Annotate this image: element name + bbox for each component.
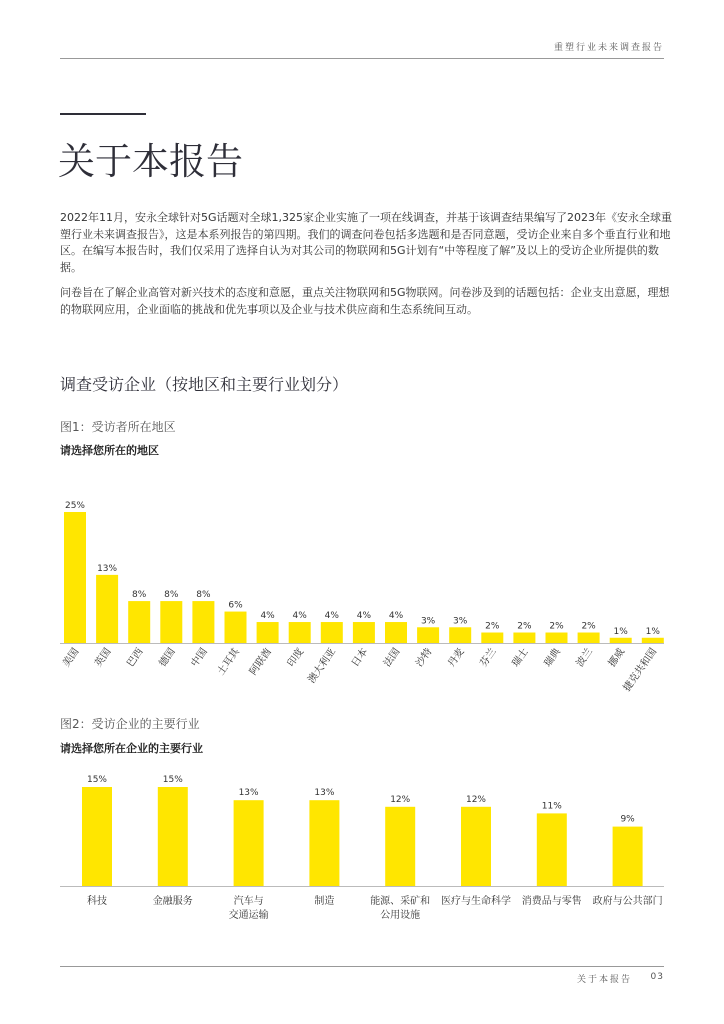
category-label: 制造 (314, 896, 335, 907)
data-label: 15% (86, 775, 108, 785)
footer-divider (60, 966, 664, 967)
data-label: 13% (238, 788, 259, 799)
category-label: 土耳其 (215, 646, 242, 678)
data-label: 15% (162, 775, 183, 785)
data-label: 1% (613, 626, 628, 637)
category-label: 沙特 (414, 646, 435, 670)
data-label: 12% (390, 794, 411, 805)
data-label: 25% (64, 501, 86, 511)
category-label: 能源、采矿和公用设施 (370, 896, 431, 921)
data-label: 6% (228, 600, 243, 611)
data-label: 3% (420, 616, 436, 627)
intro-paragraph-2: 问卷旨在了解企业高管对新兴技术的态度和意愿，重点关注物联网和5G物联网。问卷涉及到的话题包括：企业支出意愿，理想的物联网应用，企业面临的挑战和优先事项以及企业与技术供应商和生态系统间互动。 (60, 286, 670, 316)
bar (613, 827, 643, 886)
category-label: 德国 (157, 646, 178, 670)
category-label: 捷克共和国 (621, 646, 660, 694)
data-label: 4% (388, 611, 404, 622)
header-title: 重塑行业未来调查报告 (553, 43, 664, 53)
category-label: 波兰 (574, 646, 596, 670)
data-label: 4% (324, 611, 339, 622)
data-label: 11% (541, 801, 562, 812)
category-label: 医疗与生命科学 (441, 896, 511, 907)
category-label: 科技 (87, 896, 107, 907)
data-label: 13% (97, 563, 118, 574)
data-label: 8% (132, 590, 147, 601)
category-label: 金融服务 (152, 896, 193, 907)
bar (461, 807, 491, 886)
category-label: 英国 (93, 646, 114, 670)
intro-paragraph-1: 2022年11月，安永全球针对5G话题对全球1,325家企业实施了一项在线调查，并基于该调查结果编写了2023年《安永全球重塑行业未来调查报告》，这是本系列报告的第四期。我们的调查问卷包括多选题和是否同意题，受访企业来自多个垂直行业和地区。在编写本报告时，我们仅采用了选择自认为对其公司的物联网和5G计划有“中等程度了解”及以上的受访企业所提供的数据。 (60, 211, 672, 274)
data-label: 2% (517, 621, 532, 632)
data-label: 4% (356, 611, 372, 622)
category-label: 挪威 (606, 646, 628, 670)
bar (82, 787, 112, 886)
data-label: 9% (620, 814, 635, 825)
bar (385, 807, 415, 886)
category-label: 瑞典 (542, 646, 563, 670)
data-label: 8% (164, 590, 179, 601)
figure1-question: 请选择您所在的地区 (60, 444, 159, 457)
category-label: 阿联酋 (247, 646, 275, 678)
category-label: 法国 (381, 646, 403, 670)
category-label: 巴西 (125, 646, 146, 670)
bar (234, 800, 264, 886)
data-label: 13% (314, 788, 335, 799)
category-label: 芬兰 (478, 646, 499, 670)
footer-label: 关于本报告 (576, 975, 632, 985)
data-label: 2% (549, 621, 564, 632)
page-title: 关于本报告 (58, 140, 243, 183)
data-label: 4% (260, 611, 275, 622)
category-label: 中国 (189, 646, 210, 670)
category-label: 澳大利亚 (306, 646, 339, 686)
data-label: 4% (292, 611, 307, 622)
page-number: 03 (650, 972, 664, 982)
category-label: 消费品与零售 (521, 896, 582, 907)
category-label: 瑞士 (510, 646, 531, 670)
data-label: 12% (465, 794, 487, 805)
category-label: 政府与公共部门 (592, 896, 663, 907)
category-label: 丹麦 (446, 646, 467, 670)
data-label: 1% (645, 626, 660, 637)
bar (158, 787, 188, 886)
figure2-label: 图2：受访企业的主要行业 (60, 717, 200, 731)
data-label: 3% (453, 616, 468, 627)
bar (537, 813, 567, 886)
data-label: 2% (485, 621, 500, 632)
category-label: 日本 (349, 646, 371, 670)
data-label: 8% (196, 590, 211, 601)
section-title: 调查受访企业（按地区和主要行业划分） (60, 375, 349, 394)
figure2-question: 请选择您所在企业的主要行业 (60, 742, 203, 755)
category-label: 汽车与交通运输 (228, 896, 269, 921)
category-label: 印度 (285, 646, 307, 670)
bar (309, 800, 339, 886)
data-label: 2% (581, 621, 596, 632)
category-label: 美国 (60, 646, 82, 670)
figure1-label: 图1：受访者所在地区 (60, 420, 176, 434)
